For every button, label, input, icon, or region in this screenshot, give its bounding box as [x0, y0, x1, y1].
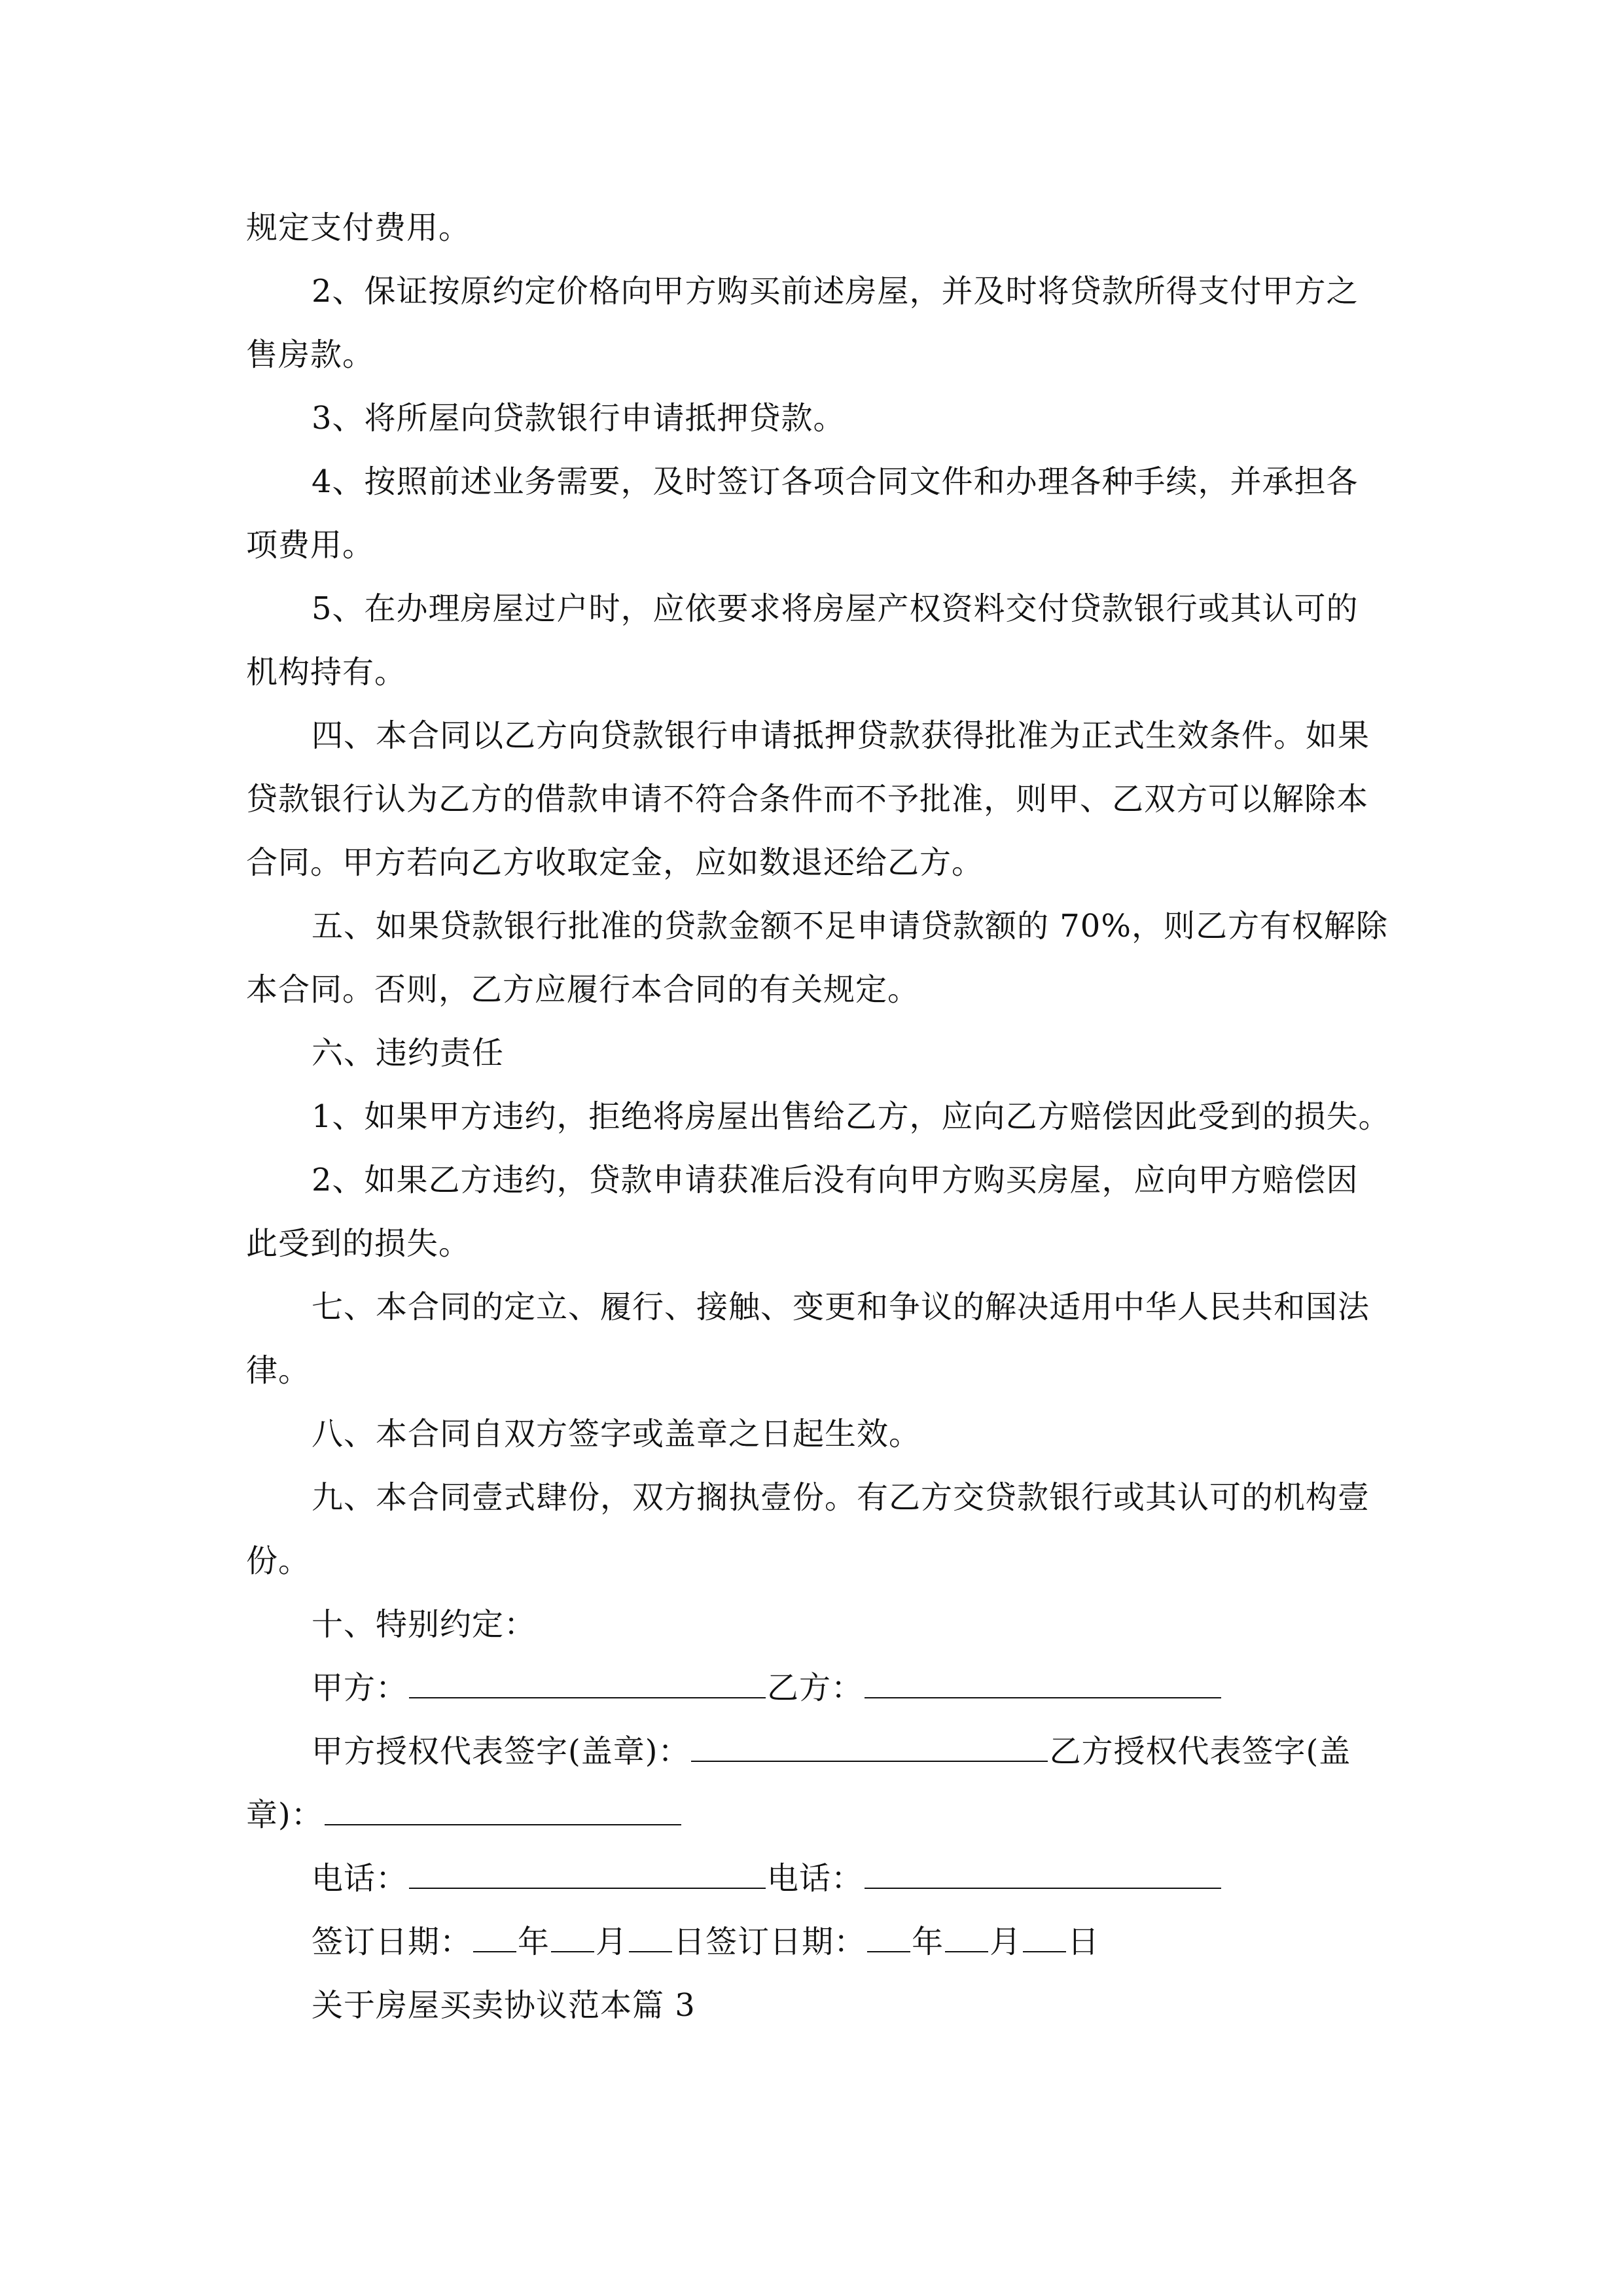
- rep-a-blank[interactable]: [691, 1724, 1048, 1762]
- next-section-title: 关于房屋买卖协议范本篇 3: [312, 1987, 696, 2024]
- paragraph-line: 规定支付费用。: [246, 209, 471, 246]
- party-a-label: 甲方：: [312, 1670, 408, 1706]
- date-a-month-blank[interactable]: [551, 1914, 594, 1952]
- article-10-heading: 十、特别约定：: [312, 1606, 537, 1643]
- clause-5-line-1: 5、在办理房屋过户时，应依要求将房屋产权资料交付贷款银行或其认可的: [312, 590, 1359, 627]
- article-4-line-3: 合同。甲方若向乙方收取定金，应如数退还给乙方。: [246, 844, 984, 881]
- date-a-year: 年: [518, 1924, 550, 1960]
- article-5-line-1: 五、如果贷款银行批准的贷款金额不足申请贷款额的 70%，则乙方有权解除: [312, 908, 1388, 944]
- party-b-label: 乙方：: [767, 1670, 864, 1706]
- phone-a-label: 电话：: [312, 1860, 408, 1897]
- date-a-month: 月: [596, 1924, 628, 1960]
- article-8: 八、本合同自双方签字或盖章之日起生效。: [312, 1416, 921, 1452]
- date-a-year-blank[interactable]: [473, 1914, 516, 1952]
- rep-b-blank[interactable]: [325, 1787, 681, 1825]
- date-b-month-blank[interactable]: [945, 1914, 988, 1952]
- phone-b-label: 电话：: [767, 1860, 864, 1897]
- party-b-blank[interactable]: [865, 1660, 1221, 1698]
- clause-4-line-1: 4、按照前述业务需要，及时签订各项合同文件和办理各种手续，并承担各: [312, 463, 1359, 500]
- rep-b-label-end: 章)：: [246, 1797, 323, 1833]
- representative-line-1: [246, 1720, 1378, 1784]
- article-7-line-1: 七、本合同的定立、履行、接触、变更和争议的解决适用中华人民共和国法: [312, 1289, 1370, 1325]
- article-6-clause-1: 1、如果甲方违约，拒绝将房屋出售给乙方，应向乙方赔偿因此受到的损失。: [312, 1098, 1391, 1135]
- article-6-clause-2-line-1: 2、如果乙方违约，贷款申请获准后没有向甲方购买房屋，应向甲方赔偿因: [312, 1162, 1359, 1198]
- date-b-month: 月: [990, 1924, 1022, 1960]
- date-b-year: 年: [912, 1924, 944, 1960]
- contract-body: [246, 196, 1391, 2037]
- article-9-line-1: 九、本合同壹式肆份，双方搁执壹份。有乙方交贷款银行或其认可的机构壹: [312, 1479, 1370, 1516]
- phone-b-blank[interactable]: [865, 1851, 1221, 1889]
- article-6-heading: 六、违约责任: [312, 1035, 505, 1071]
- date-b-day: 日: [1067, 1924, 1100, 1960]
- article-4-line-2: 贷款银行认为乙方的借款申请不符合条件而不予批准，则甲、乙双方可以解除本: [246, 781, 1369, 817]
- clause-3: 3、将所屋向贷款银行申请抵押贷款。: [312, 400, 846, 437]
- article-5-line-2: 本合同。否则，乙方应履行本合同的有关规定。: [246, 971, 920, 1008]
- date-b-label: 签订日期：: [705, 1924, 866, 1960]
- date-a-label: 签订日期：: [312, 1924, 473, 1960]
- phone-line: [246, 1847, 1378, 1910]
- article-7-line-2: 律。: [246, 1352, 311, 1389]
- party-a-blank[interactable]: [409, 1660, 766, 1698]
- rep-b-label-start: 乙方授权代表签字(盖: [1049, 1733, 1351, 1770]
- date-a-day-blank[interactable]: [629, 1914, 672, 1952]
- rep-a-label: 甲方授权代表签字(盖章)：: [312, 1733, 690, 1770]
- clause-2-line-1: 2、保证按原约定价格向甲方购买前述房屋，并及时将贷款所得支付甲方之: [312, 273, 1359, 310]
- date-b-day-blank[interactable]: [1023, 1914, 1066, 1952]
- article-9-line-2: 份。: [246, 1543, 311, 1579]
- clause-2-line-2: 售房款。: [246, 336, 375, 373]
- date-b-year-blank[interactable]: [867, 1914, 910, 1952]
- article-4-line-1: 四、本合同以乙方向贷款银行申请抵押贷款获得批准为正式生效条件。如果: [312, 717, 1370, 754]
- clause-4-line-2: 项费用。: [246, 527, 375, 564]
- clause-5-line-2: 机构持有。: [246, 654, 407, 691]
- date-a-day: 日: [673, 1924, 706, 1960]
- date-line: [246, 1910, 1378, 1974]
- representative-line-2: [246, 1784, 1378, 1847]
- phone-a-blank[interactable]: [409, 1851, 766, 1889]
- article-6-clause-2-line-2: 此受到的损失。: [246, 1225, 471, 1262]
- party-line: [246, 1657, 1378, 1720]
